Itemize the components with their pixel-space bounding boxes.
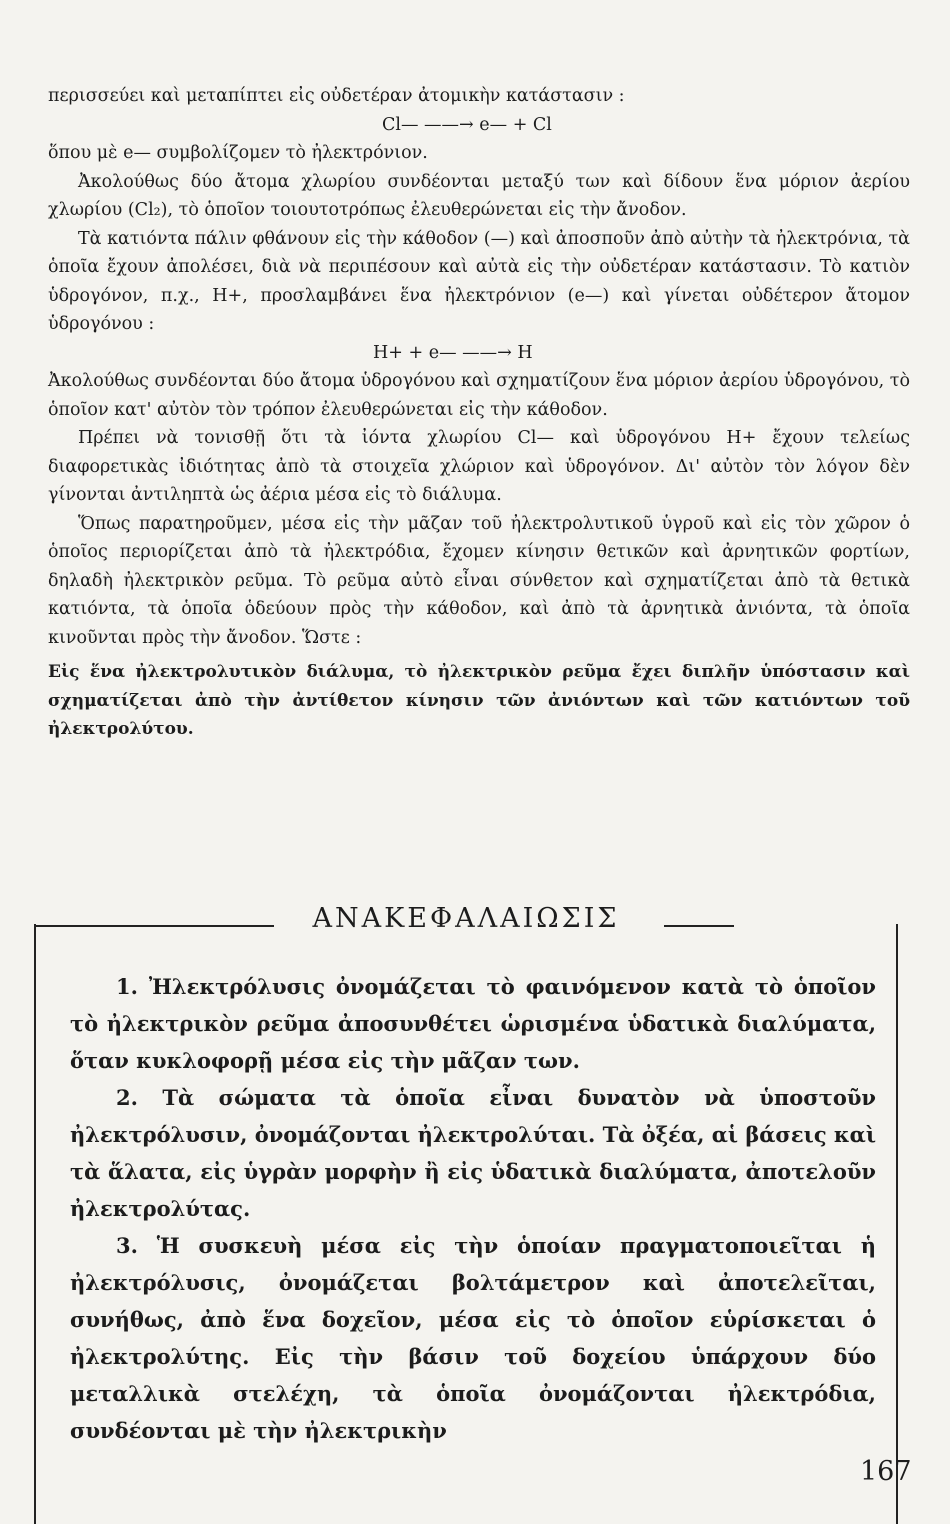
page-number: 167	[860, 1456, 912, 1487]
paragraph-2: ὅπου μὲ e— συμβολίζομεν τὸ ἠλεκτρόνιον.	[48, 143, 428, 163]
body-text	[48, 82, 910, 744]
paragraph-5: Ἀκολούθως συνδέονται δύο ἄτομα ὑδρογόνου καὶ σχηματίζουν ἕνα μόριον ἀερίου ὑδρογόνου, τὸ ὁποῖον κατ' αὐτὸν τὸν τρόπον ἐλευθερώνεται εἰς τὴν κάθοδον.	[48, 371, 910, 420]
summary-text	[70, 968, 876, 1449]
summary-header	[34, 903, 898, 947]
equation-chlorine: Cl— ——→ e— + Cl	[382, 114, 552, 135]
summary-item-1: 1. Ἠλεκτρόλυσις ὀνομάζεται τὸ φαινόμενον κατὰ τὸ ὁποῖον τὸ ἠλεκτρικὸν ρεῦμα ἀποσυνθέτει ὡρισμένα ὑδατικὰ διαλύματα, ὅταν κυκλοφορῇ μέσα εἰς τὴν μᾶζαν των.	[70, 974, 876, 1073]
emphasis-paragraph: Εἰς ἕνα ἠλεκτρολυτικὸν διάλυμα, τὸ ἠλεκτρικὸν ρεῦμα ἔχει διπλῆν ὑπόστασιν καὶ σχηματίζεται ἀπὸ τὴν ἀντίθετον κίνησιν τῶν ἀνιόντων καὶ τῶν κατιόντων τοῦ ἠλεκτρολύτου.	[48, 662, 910, 739]
paragraph-4: Τὰ κατιόντα πάλιν φθάνουν εἰς τὴν κάθοδον (—) καὶ ἀποσποῦν ἀπὸ αὐτὴν τὰ ἠλεκτρόνια, τὰ ὁποῖα ἔχουν ἀπολέσει, διὰ νὰ περιπέσουν καὶ αὐτὰ εἰς τὴν οὐδετέραν κατάστασιν. Τὸ κατιὸν ὑδρογόνον, π.χ., H+, προσλαμβάνει ἕνα ἠλεκτρόνιον (e—) καὶ γίνεται οὐδέτερον ἄτομον ὑδρογόνου :	[48, 228, 910, 334]
summary-item-2: 2. Τὰ σώματα τὰ ὁποῖα εἶναι δυνατὸν νὰ ὑποστοῦν ἠλεκτρόλυσιν, ὀνομάζονται ἠλεκτρολύται. Τὰ ὀξέα, αἱ βάσεις καὶ τὰ ἅλατα, εἰς ὑγρὰν μορφὴν ἢ εἰς ὑδατικὰ διαλύματα, ἀποτελοῦν ἠλεκτρολύτας.	[70, 1085, 876, 1221]
summary-title: ΑΝΑΚΕΦΑΛΑΙΩΣΙΣ	[306, 903, 625, 934]
equation-hydrogen: H+ + e— ——→ H	[373, 342, 533, 363]
paragraph-1: περισσεύει καὶ μεταπίπτει εἰς οὐδετέραν ἀτομικὴν κατάστασιν :	[48, 86, 625, 106]
paragraph-7: Ὅπως παρατηροῦμεν, μέσα εἰς τὴν μᾶζαν τοῦ ἠλεκτρολυτικοῦ ὑγροῦ καὶ εἰς τὸν χῶρον ὁ ὁποῖος περιορίζεται ἀπὸ τὰ ἠλεκτρόδια, ἔχομεν κίνησιν θετικῶν καὶ ἀρνητικῶν φορτίων, δηλαδὴ ἠλεκτρικὸν ρεῦμα. Τὸ ρεῦμα αὐτὸ εἶναι σύνθετον καὶ σχηματίζεται ἀπὸ τὰ θετικὰ κατιόντα, τὰ ὁποῖα ὁδεύουν πρὸς τὴν κάθοδον, καὶ ἀπὸ τὰ ἀρνητικὰ ἀνιόντα, τὰ ὁποῖα κινοῦνται πρὸς τὴν ἄνοδον. Ὥστε :	[48, 513, 910, 648]
summary-item-3: 3. Ἡ συσκευὴ μέσα εἰς τὴν ὁποίαν πραγματοποιεῖται ἡ ἠλεκτρόλυσις, ὀνομάζεται βολτάμετρον καὶ ἀποτελεῖται, συνήθως, ἀπὸ ἕνα δοχεῖον, μέσα εἰς τὸ ὁποῖον εὑρίσκεται ὁ ἠλεκτρολύτης. Εἰς τὴν βάσιν τοῦ δοχείου ὑπάρχουν δύο μεταλλικὰ στελέχη, τὰ ὁποῖα ὀνομάζονται ἠλεκτρόδια, συνδέονται μὲ τὴν ἠλεκτρικὴν	[70, 1233, 876, 1443]
paragraph-6: Πρέπει νὰ τονισθῇ ὅτι τὰ ἰόντα χλωρίου Cl— καὶ ὑδρογόνου H+ ἔχουν τελείως διαφορετικὰς ἰδιότητας ἀπὸ τὰ στοιχεῖα χλώριον καὶ ὑδρογόνον. Δι' αὐτὸν τὸν λόγον δὲν γίνονται ἀντιληπτὰ ὡς ἀέρια μέσα εἰς τὸ διάλυμα.	[48, 428, 910, 505]
paragraph-3: Ἀκολούθως δύο ἄτομα χλωρίου συνδέονται μεταξύ των καὶ δίδουν ἕνα μόριον ἀερίου χλωρίου (Cl₂), τὸ ὁποῖον τοιουτοτρόπως ἐλευθερώνεται εἰς τὴν ἄνοδον.	[48, 171, 910, 220]
